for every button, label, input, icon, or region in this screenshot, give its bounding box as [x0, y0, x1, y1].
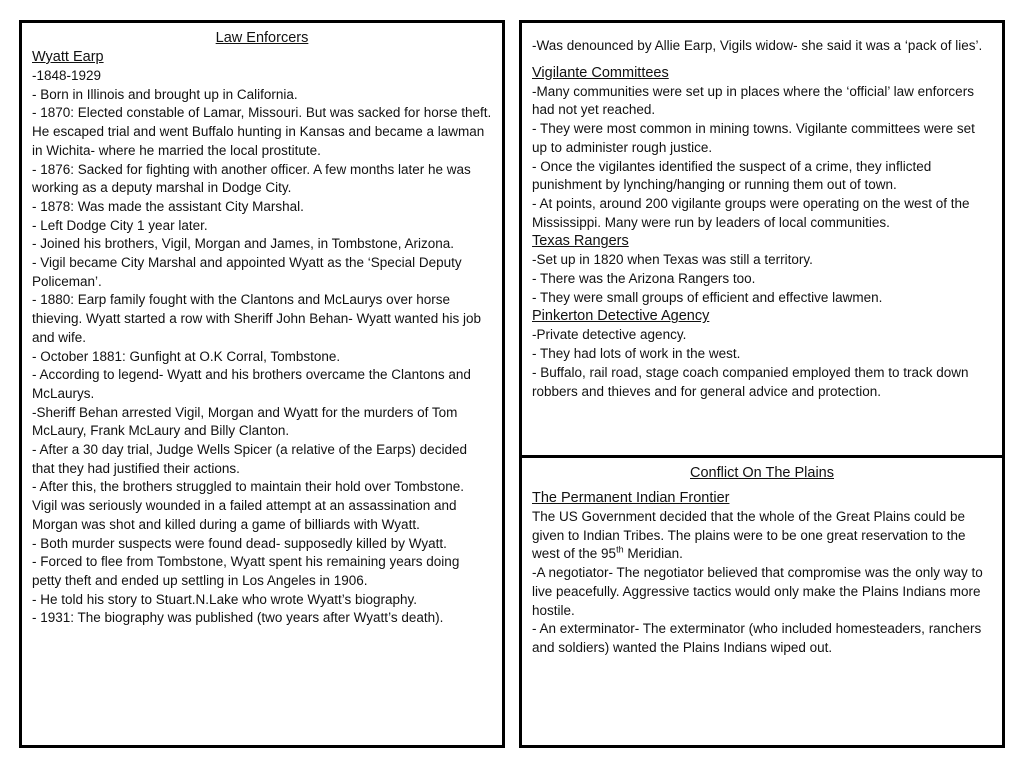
wyatt-line: - 1876: Sacked for fighting with another officer. A few months later he was working as a deputy marshal in Dodge City. [32, 161, 471, 196]
meridian-text: Meridian. [623, 546, 683, 562]
allie-earp-note: -Was denounced by Allie Earp, Vigils widow- she said it was a ‘pack of lies’. [532, 38, 983, 53]
law-enforcers-title: Law Enforcers [215, 30, 309, 46]
texas-rangers-heading: Texas Rangers [532, 233, 629, 250]
frontier-line: -A negotiator- The negotiator believed that compromise was the only way to live peacefully. Aggressive tactics would only make the Plains Indians more hostile. [532, 565, 983, 618]
ordinal-suffix: th [616, 544, 624, 555]
wyatt-line: - Born in Illinois and brought up in California. [32, 86, 298, 102]
wyatt-line: - 1931: The biography was published (two years after Wyatt’s death). [32, 610, 444, 626]
conflict-plains-title: Conflict On The Plains [690, 465, 834, 481]
conflict-plains-panel [519, 455, 1005, 748]
law-enforcers-panel [19, 20, 505, 748]
wyatt-earp-heading: Wyatt Earp [32, 49, 104, 65]
texas-line: - There was the Arizona Rangers too. [532, 271, 756, 287]
wyatt-line: - After a 30 day trial, Judge Wells Spicer (a relative of the Earps) decided that they had justified their actions. [32, 442, 467, 476]
wyatt-line: - He told his story to Stuart.N.Lake who wrote Wyatt’s biography. [32, 591, 418, 607]
wyatt-line: - 1870: Elected constable of Lamar, Missouri. But was sacked for horse theft. He escaped trial and went Buffalo hunting in Kansas and became a lawman in Wichita- where he married the local prostitute. [32, 105, 492, 158]
pinkerton-line: -Private detective agency. [532, 327, 687, 343]
vigilante-line: - At points, around 200 vigilante groups were operating on the west of the Mississippi. Many were run by leaders of local communities. [532, 195, 970, 230]
wyatt-line: - Vigil became City Marshal and appointed Wyatt as the ‘Special Deputy Policeman’. [32, 255, 462, 289]
vigilantes-rangers-panel [519, 20, 1005, 458]
wyatt-line: - After this, the brothers struggled to maintain their hold over Tombstone. Vigil was seriously wounded in a failed attempt at an assassination and Morgan was shot and killed during a game of billiards with Wyatt. [32, 479, 464, 532]
wyatt-line: - Joined his brothers, Vigil, Morgan and James, in Tombstone, Arizona. [32, 236, 454, 252]
spacer [532, 56, 992, 64]
wyatt-line: -1848-1929 [32, 68, 102, 83]
frontier-text: The US Government decided that the whole of the Great Plains could be given to Indian Tribes. The plains were to be one great reservation to the west of the 95 [532, 509, 966, 562]
wyatt-line: - Left Dodge City 1 year later. [32, 217, 208, 233]
pinkerton-heading: Pinkerton Detective Agency [532, 308, 710, 325]
texas-line: -Set up in 1820 when Texas was still a territory. [532, 252, 813, 268]
indian-frontier-heading: The Permanent Indian Frontier [532, 490, 730, 506]
wyatt-line: -Sheriff Behan arrested Vigil, Morgan and Wyatt for the murders of Tom McLaury, Frank McLaury and Billy Clanton. [32, 404, 458, 439]
wyatt-line: - According to legend- Wyatt and his brothers overcame the Clantons and McLaurys. [32, 367, 471, 401]
wyatt-line: - 1878: Was made the assistant City Marshal. [32, 198, 304, 214]
pinkerton-line: - They had lots of work in the west. [532, 346, 741, 362]
wyatt-line: - October 1881: Gunfight at O.K Corral, Tombstone. [32, 348, 341, 364]
frontier-line: - An exterminator- The exterminator (who included homesteaders, ranchers and soldiers) wanted the Plains Indians wiped out. [532, 621, 982, 655]
pinkerton-line: - Buffalo, rail road, stage coach companied employed them to track down robbers and thieves and for general advice and protection. [532, 364, 969, 399]
wyatt-line: - 1880: Earp family fought with the Clantons and McLaurys over horse thieving. Wyatt started a row with Sheriff John Behan- Wyatt wanted his job and wife. [32, 292, 481, 345]
wyatt-line: - Forced to flee from Tombstone, Wyatt spent his remaining years doing petty theft and ended up settling in Los Angeles in 1906. [32, 554, 460, 588]
vigilante-line: -Many communities were set up in places where the ‘official’ law enforcers had not yet reached. [532, 83, 974, 118]
wyatt-line: - Both murder suspects were found dead- supposedly killed by Wyatt. [32, 535, 447, 551]
vigilante-line: - Once the vigilantes identified the suspect of a crime, they inflicted punishment by lynching/hanging or running them out of town. [532, 158, 932, 193]
vigilante-committees-heading: Vigilante Committees [532, 64, 669, 81]
frontier-description [532, 508, 992, 564]
vigilante-line: - They were most common in mining towns. Vigilante committees were set up to administer rough justice. [532, 121, 975, 155]
texas-line: - They were small groups of efficient and effective lawmen. [532, 289, 883, 305]
